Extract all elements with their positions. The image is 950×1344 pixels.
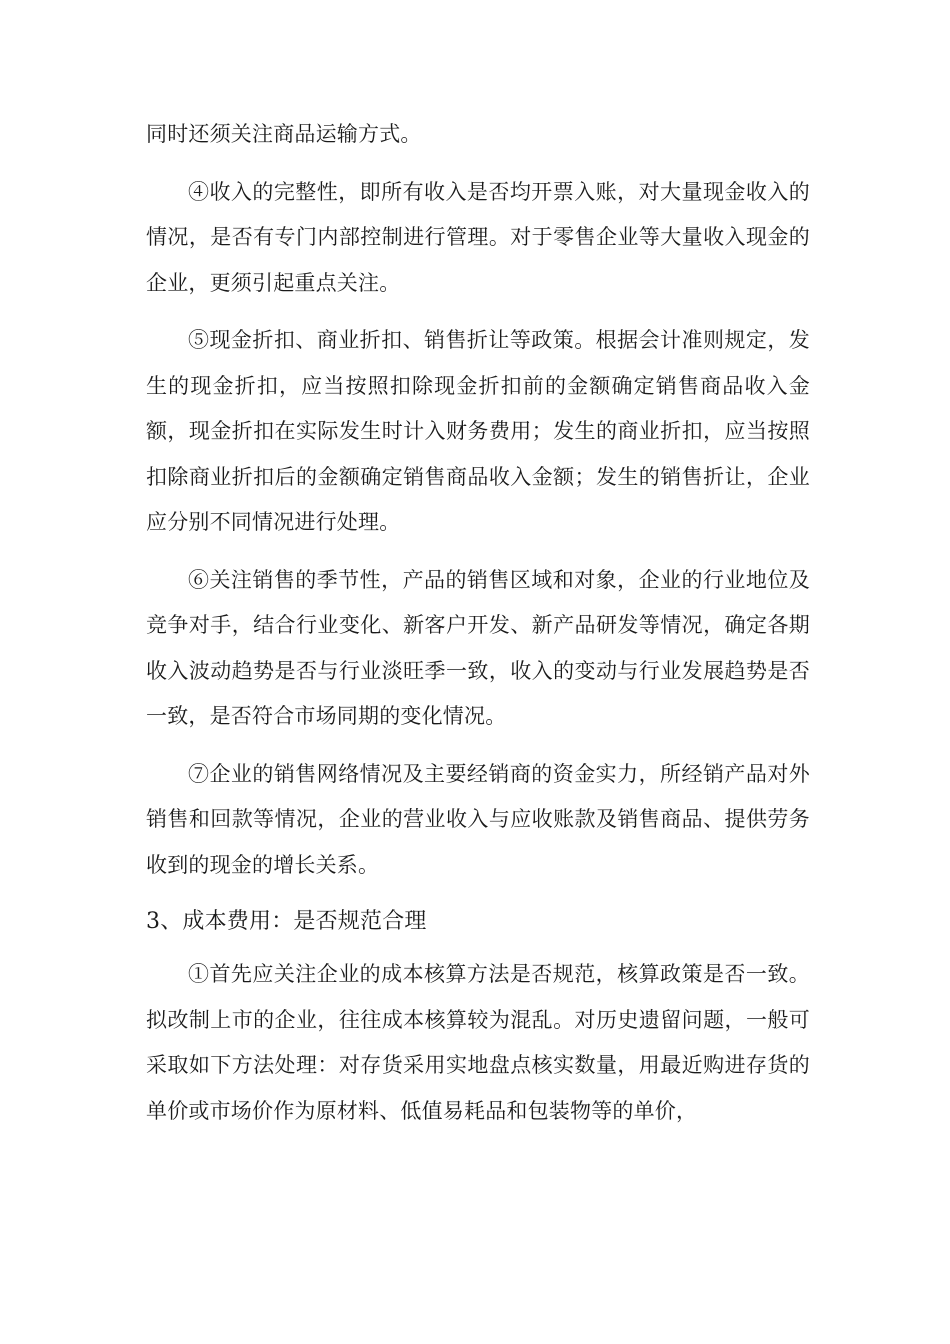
- section-heading: 3、成本费用：是否规范合理: [146, 909, 427, 934]
- paragraph-sales-network: ⑦企业的销售网络情况及主要经销商的资金实力，所经销产品对外销售和回款等情况，企业的营业收入与应收账款及销售商品、提供劳务收到的现金的增长关系。: [146, 761, 810, 877]
- paragraph-seasonality: ⑥关注销售的季节性，产品的销售区域和对象，企业的行业地位及竞争对手，结合行业变化、新客户开发、新产品研发等情况，确定各期收入波动趋势是否与行业淡旺季一致，收入的变动与行业发展趋势是否一致，是否符合市场同期的变化情况。: [146, 567, 810, 728]
- paragraph-continuation: 同时还须关注商品运输方式。: [146, 122, 422, 146]
- paragraph-cost-accounting: ①首先应关注企业的成本核算方法是否规范，核算政策是否一致。拟改制上市的企业，往往成本核算较为混乱。对历史遗留问题，一般可采取如下方法处理：对存货采用实地盘点核实数量，用最近购进存货的单价或市场价作为原材料、低值易耗品和包装物等的单价，: [146, 962, 810, 1123]
- paragraph-discount-policy: ⑤现金折扣、商业折扣、销售折让等政策。根据会计准则规定，发生的现金折扣，应当按照扣除现金折扣前的金额确定销售商品收入金额，现金折扣在实际发生时计入财务费用；发生的商业折扣，应当按照扣除商业折扣后的金额确定销售商品收入金额；发生的销售折让，企业应分别不同情况进行处理。: [146, 328, 810, 534]
- paragraph-revenue-completeness: ④收入的完整性，即所有收入是否均开票入账，对大量现金收入的情况，是否有专门内部控制进行管理。对于零售企业等大量收入现金的企业，更须引起重点关注。: [146, 179, 810, 295]
- document-page: [146, 112, 810, 1134]
